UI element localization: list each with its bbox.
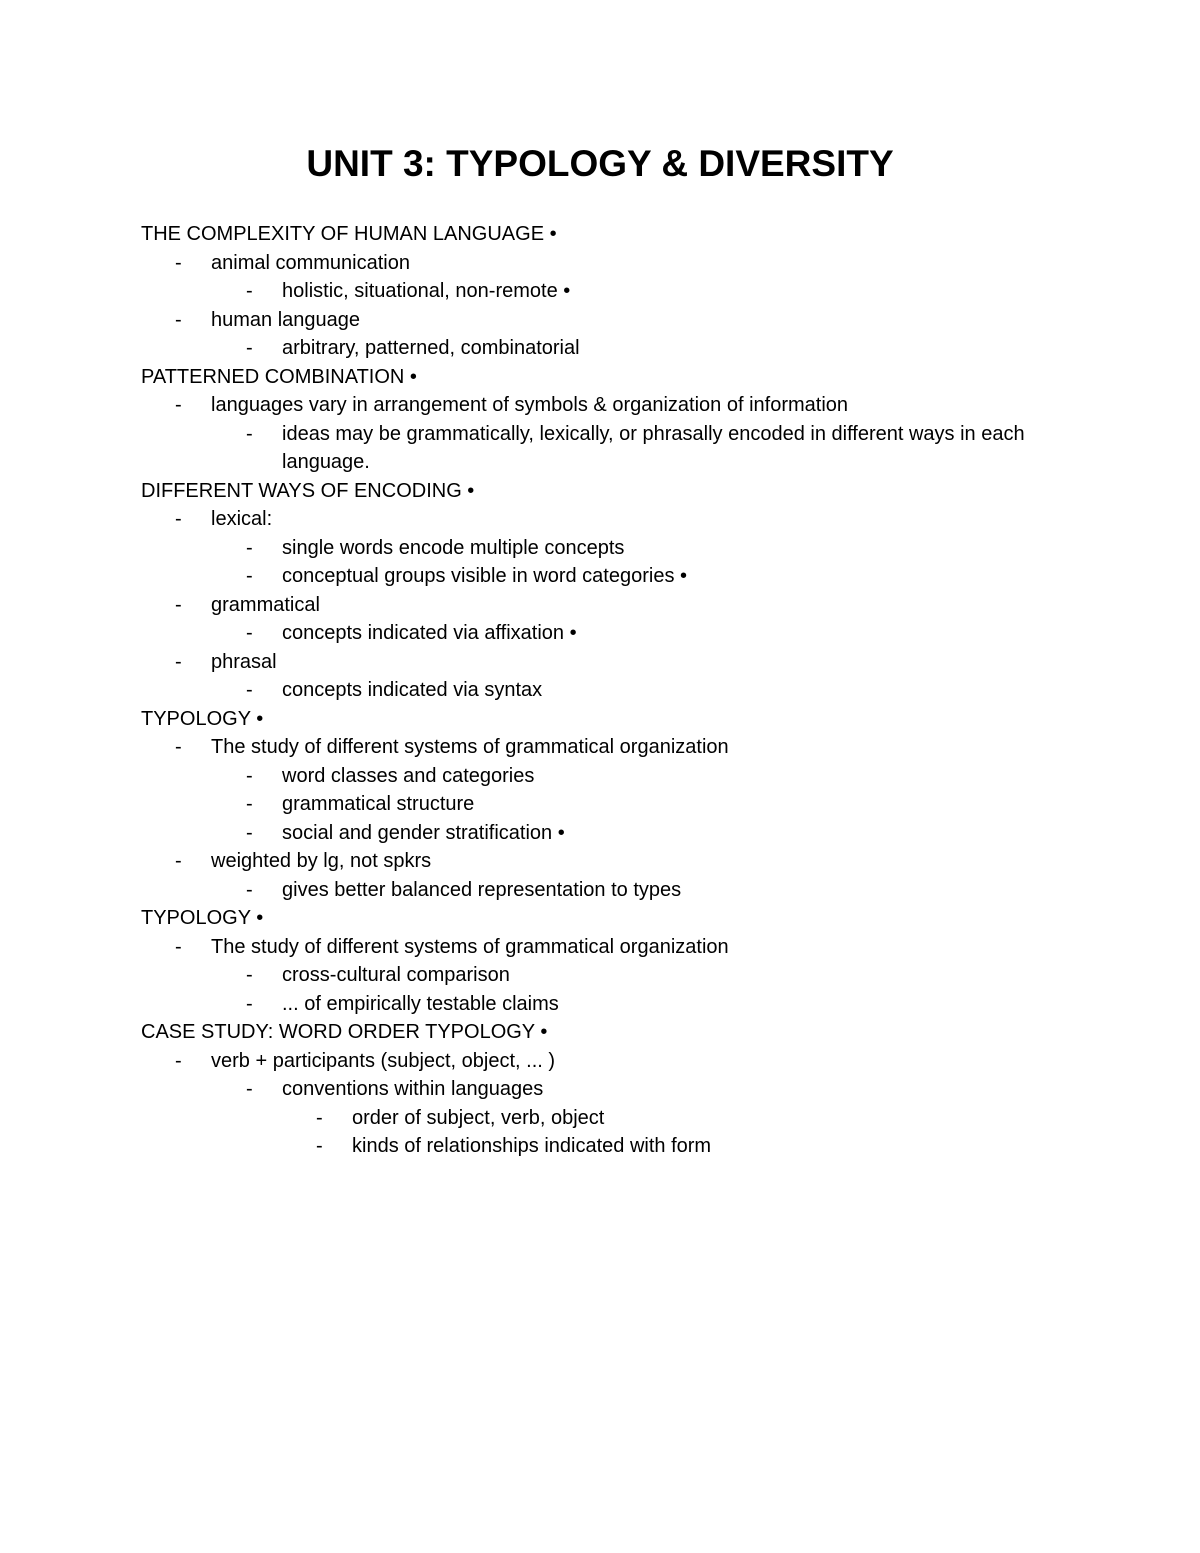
dash-bullet: - (246, 793, 253, 815)
bullet-item (141, 591, 1061, 620)
dash-bullet: - (246, 992, 253, 1015)
section-heading-text: THE COMPLEXITY OF HUMAN LANGUAGE • (141, 223, 557, 245)
bullet-item (141, 733, 1061, 762)
bullet-item (141, 391, 1061, 420)
dash-bullet: - (246, 536, 253, 559)
dash-bullet: - (246, 821, 253, 844)
bullet-text: languages vary in arrangement of symbols & organization of information (211, 394, 849, 416)
bullet-text: concepts indicated via affixation • (282, 622, 577, 644)
bullet-item (141, 933, 1061, 962)
bullet-text: verb + participants (subject, object, ... ) (211, 1049, 556, 1072)
bullet-item (141, 277, 1061, 306)
bullet-text: social and gender stratification • (282, 821, 565, 844)
dash-bullet: - (246, 280, 253, 302)
bullet-item (141, 961, 1061, 990)
dash-bullet: - (175, 508, 182, 530)
section-heading-text: TYPOLOGY • (141, 907, 264, 929)
section-heading (141, 904, 1061, 933)
dash-bullet: - (246, 764, 253, 787)
dash-bullet: - (175, 394, 182, 416)
bullet-item (141, 562, 1061, 591)
bullet-item (141, 1104, 1061, 1133)
dash-bullet: - (246, 422, 253, 445)
bullet-text: arbitrary, patterned, combinatorial (282, 337, 580, 359)
bullet-item (141, 876, 1061, 905)
dash-bullet: - (246, 679, 253, 701)
bullet-text: lexical: (211, 508, 273, 530)
bullet-text: conceptual groups visible in word categories • (282, 565, 687, 587)
bullet-item (141, 1132, 1061, 1161)
section-heading (141, 477, 1061, 506)
section-heading (141, 363, 1061, 392)
bullet-text: The study of different systems of grammatical organization (211, 736, 729, 758)
dash-bullet: - (246, 337, 253, 359)
dash-bullet: - (246, 1078, 253, 1100)
bullet-text: grammatical structure (282, 793, 475, 815)
section-heading (141, 220, 1061, 249)
bullet-text: holistic, situational, non-remote • (282, 280, 571, 302)
bullet-text: single words encode multiple concepts (282, 536, 625, 559)
dash-bullet: - (175, 251, 182, 274)
bullet-text: animal communication (211, 251, 410, 274)
bullet-text: kinds of relationships indicated with form (352, 1135, 712, 1157)
bullet-item (141, 847, 1061, 876)
bullet-text: order of subject, verb, object (352, 1106, 605, 1129)
dash-bullet: - (175, 736, 182, 758)
section-heading-text: CASE STUDY: WORD ORDER TYPOLOGY • (141, 1021, 548, 1043)
bullet-text: weighted by lg, not spkrs (211, 850, 432, 872)
section-heading (141, 705, 1061, 734)
bullet-item (141, 676, 1061, 705)
bullet-text: phrasal (211, 650, 277, 673)
bullet-text: concepts indicated via syntax (282, 679, 543, 701)
bullet-item (141, 420, 1061, 477)
section-heading (141, 1018, 1061, 1047)
bullet-text: cross-cultural comparison (282, 964, 510, 986)
bullet-text: The study of different systems of grammatical organization (211, 935, 729, 958)
bullet-text: word classes and categories (282, 764, 535, 787)
section-heading-text: DIFFERENT WAYS OF ENCODING • (141, 479, 475, 502)
bullet-item (141, 306, 1061, 335)
bullet-text: human language (211, 308, 361, 331)
bullet-item (141, 762, 1061, 791)
bullet-item (141, 819, 1061, 848)
bullet-item (141, 334, 1061, 363)
dash-bullet: - (246, 622, 253, 644)
section-heading-text: PATTERNED COMBINATION • (141, 365, 417, 388)
bullet-item (141, 249, 1061, 278)
dash-bullet: - (316, 1106, 323, 1129)
dash-bullet: - (246, 565, 253, 587)
bullet-item (141, 534, 1061, 563)
bullet-item (141, 648, 1061, 677)
page-title: UNIT 3: TYPOLOGY & DIVERSITY (306, 143, 894, 184)
bullet-text: conventions within languages (282, 1078, 544, 1100)
dash-bullet: - (246, 878, 253, 901)
bullet-text: ... of empirically testable claims (282, 992, 559, 1015)
bullet-item (141, 619, 1061, 648)
section-heading-text: TYPOLOGY • (141, 707, 264, 730)
bullet-item (141, 505, 1061, 534)
dash-bullet: - (246, 964, 253, 986)
dash-bullet: - (316, 1135, 323, 1157)
dash-bullet: - (175, 1049, 182, 1072)
bullet-item (141, 1075, 1061, 1104)
bullet-text: grammatical (211, 593, 320, 616)
bullet-text: ideas may be grammatically, lexically, or phrasally encoded in different ways in each language. (282, 422, 1025, 473)
notes-outline (141, 220, 1061, 1161)
dash-bullet: - (175, 850, 182, 872)
bullet-item (141, 790, 1061, 819)
bullet-item (141, 990, 1061, 1019)
dash-bullet: - (175, 935, 182, 958)
dash-bullet: - (175, 650, 182, 673)
bullet-text: gives better balanced representation to types (282, 878, 682, 901)
dash-bullet: - (175, 308, 182, 331)
bullet-item (141, 1047, 1061, 1076)
dash-bullet: - (175, 593, 182, 616)
